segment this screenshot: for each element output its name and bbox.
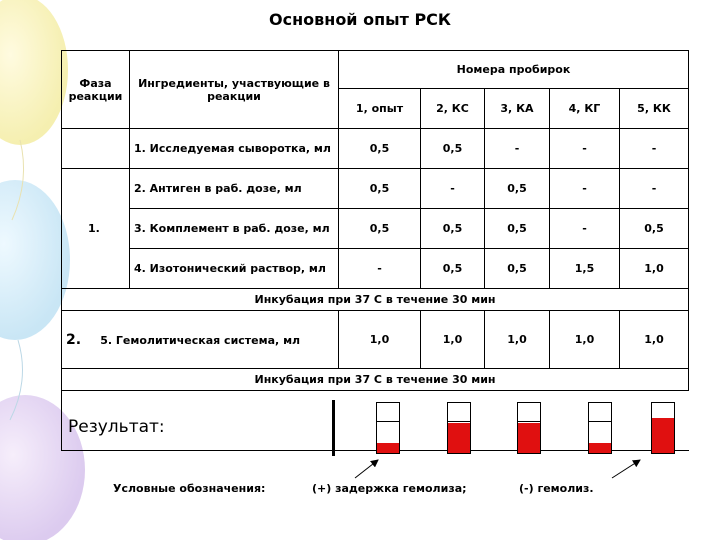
cell-value: - — [421, 169, 485, 209]
cell-value: 1,5 — [550, 249, 620, 289]
ingredient-label: 3. Комплемент в раб. дозе, мл — [130, 209, 339, 249]
cell-value: 0,5 — [421, 209, 485, 249]
cell-value: 1,0 — [421, 311, 485, 369]
legend-plus: (+) задержка гемолиза; — [312, 482, 467, 495]
cell-value: 1,0 — [485, 311, 550, 369]
cell-value: 0,5 — [620, 209, 689, 249]
cell-value: - — [550, 209, 620, 249]
hemolytic-label: 5. Гемолитическая система, мл — [100, 333, 301, 347]
incubation-row-2: Инкубация при 37 С в течение 30 мин — [62, 369, 689, 391]
tube-header-1: 1, опыт — [339, 89, 421, 129]
ingredient-label: 1. Исследуемая сыворотка, мл — [130, 129, 339, 169]
cell-value: - — [485, 129, 550, 169]
cell-value: 0,5 — [485, 249, 550, 289]
cell-value: 1,0 — [620, 249, 689, 289]
tube-header-5: 5, КК — [620, 89, 689, 129]
ingredient-label: 2. Антиген в раб. дозе, мл — [130, 169, 339, 209]
arrow-icon — [612, 460, 640, 478]
cell-value: 0,5 — [421, 129, 485, 169]
cell-value: 0,5 — [421, 249, 485, 289]
cell-value: 1,0 — [620, 311, 689, 369]
cell-value: - — [550, 169, 620, 209]
cell-value: - — [620, 169, 689, 209]
phase-header: Фаза реакции — [62, 51, 130, 129]
phase-2: 2. — [66, 331, 82, 348]
tube-header-2: 2, КС — [421, 89, 485, 129]
cell-value: 0,5 — [485, 169, 550, 209]
result-label: Результат: — [68, 417, 165, 437]
cell-value: - — [339, 249, 421, 289]
page-title: Основной опыт РСК — [269, 10, 451, 29]
tube-header-3: 3, КА — [485, 89, 550, 129]
phase-1: 1. — [62, 169, 130, 289]
cell-value: 0,5 — [339, 129, 421, 169]
cell-value: 0,5 — [485, 209, 550, 249]
cell-value: 0,5 — [339, 169, 421, 209]
cell-value: 1,0 — [339, 311, 421, 369]
cell-value: - — [620, 129, 689, 169]
ingredients-header: Ингредиенты, участвующие в реакции — [130, 51, 339, 129]
legend-minus: (-) гемолиз. — [519, 482, 594, 495]
cell-value: 1,0 — [550, 311, 620, 369]
tubes-header: Номера пробирок — [339, 51, 689, 89]
arrow-icon — [355, 460, 378, 478]
ingredient-label: 4. Изотонический раствор, мл — [130, 249, 339, 289]
incubation-row-1: Инкубация при 37 С в течение 30 мин — [62, 289, 689, 311]
legend-caption: Условные обозначения: — [113, 482, 266, 495]
cell-value: - — [550, 129, 620, 169]
tube-header-4: 4, КГ — [550, 89, 620, 129]
cell-value: 0,5 — [339, 209, 421, 249]
